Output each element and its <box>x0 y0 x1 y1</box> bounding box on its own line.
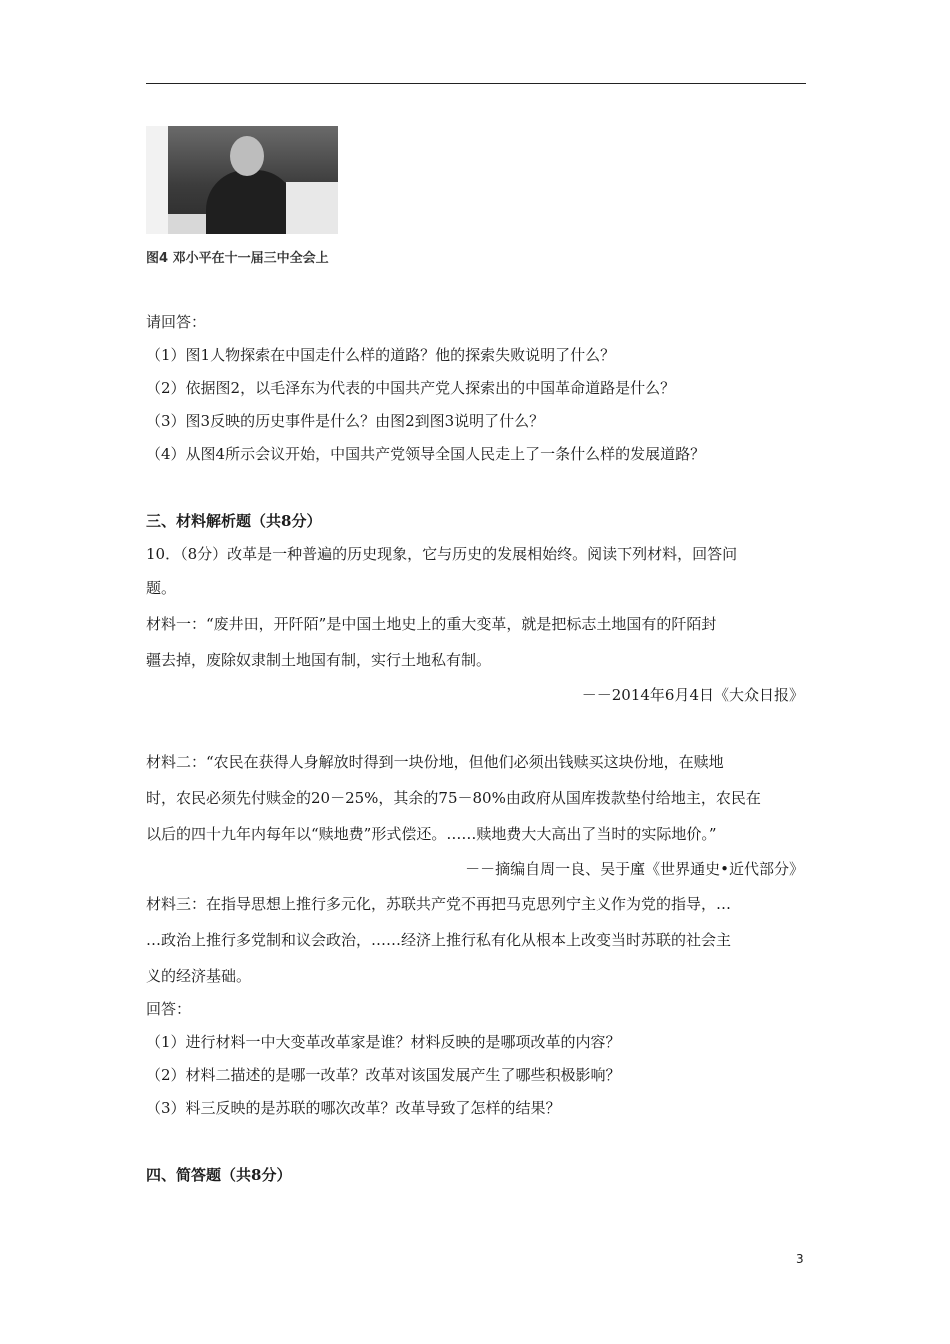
material-1-source: －－2014年6月4日《大众日报》 <box>581 686 804 704</box>
header-rule <box>146 83 806 84</box>
q10-line-1: 10．（8分）改革是一种普遍的历史现象，它与历史的发展相始终。阅读下列材料，回答问 <box>146 545 738 563</box>
q10-item-2: （2）材料二描述的是哪一改革？改革对该国发展产生了哪些积极影响？ <box>146 1066 621 1084</box>
material-1-line-1: 材料一：“废井田，开阡陌”是中国土地史上的重大变革，就是把标志土地国有的阡陌封 <box>146 615 717 633</box>
material-1-line-2: 疆去掉，废除奴隶制土地国有制，实行土地私有制。 <box>146 651 492 669</box>
material-2-line-1: 材料二：“农民在获得人身解放时得到一块份地，但他们必须出钱赎买这块份地，在赎地 <box>146 753 724 771</box>
q9-item-4: （4）从图4所示会议开始，中国共产党领导全国人民走上了一条什么样的发展道路？ <box>146 445 706 463</box>
q9-prompt: 请回答： <box>146 313 207 331</box>
section-4-heading: 四、简答题（共8分） <box>146 1166 292 1184</box>
q10-item-1: （1）进行材料一中大变革改革家是谁？材料反映的是哪项改革的内容？ <box>146 1033 621 1051</box>
q10-item-3: （3）料三反映的是苏联的哪次改革？改革导致了怎样的结果？ <box>146 1099 561 1117</box>
material-2-source: －－摘编自周一良、吴于廑《世界通史•近代部分》 <box>465 860 804 878</box>
answer-prompt: 回答： <box>146 1000 192 1018</box>
q9-item-2: （2）依据图2，以毛泽东为代表的中国共产党人探索出的中国革命道路是什么？ <box>146 379 676 397</box>
q10-line-2: 题。 <box>146 579 177 597</box>
page-number: 3 <box>796 1252 804 1266</box>
figure-4-photo <box>146 126 338 234</box>
material-3-line-1: 材料三：在指导思想上推行多元化，苏联共产党不再把马克思列宁主义作为党的指导，… <box>146 895 732 913</box>
figure-caption: 图4 邓小平在十一届三中全会上 <box>146 251 329 266</box>
material-2-line-3: 以后的四十九年内每年以“赎地费”形式偿还。……赎地费大大高出了当时的实际地价。” <box>146 825 717 843</box>
material-3-line-2: …政治上推行多党制和议会政治，……经济上推行私有化从根本上改变当时苏联的社会主 <box>146 931 732 949</box>
section-3-heading: 三、材料解析题（共8分） <box>146 512 322 530</box>
material-3-line-3: 义的经济基础。 <box>146 967 252 985</box>
material-2-line-2: 时，农民必须先付赎金的20－25%，其余的75－80%由政府从国库拨款垫付给地主，农民在 <box>146 789 761 807</box>
q9-item-3: （3）图3反映的历史事件是什么？由图2到图3说明了什么？ <box>146 412 545 430</box>
q9-item-1: （1）图1人物探索在中国走什么样的道路？他的探索失败说明了什么？ <box>146 346 616 364</box>
